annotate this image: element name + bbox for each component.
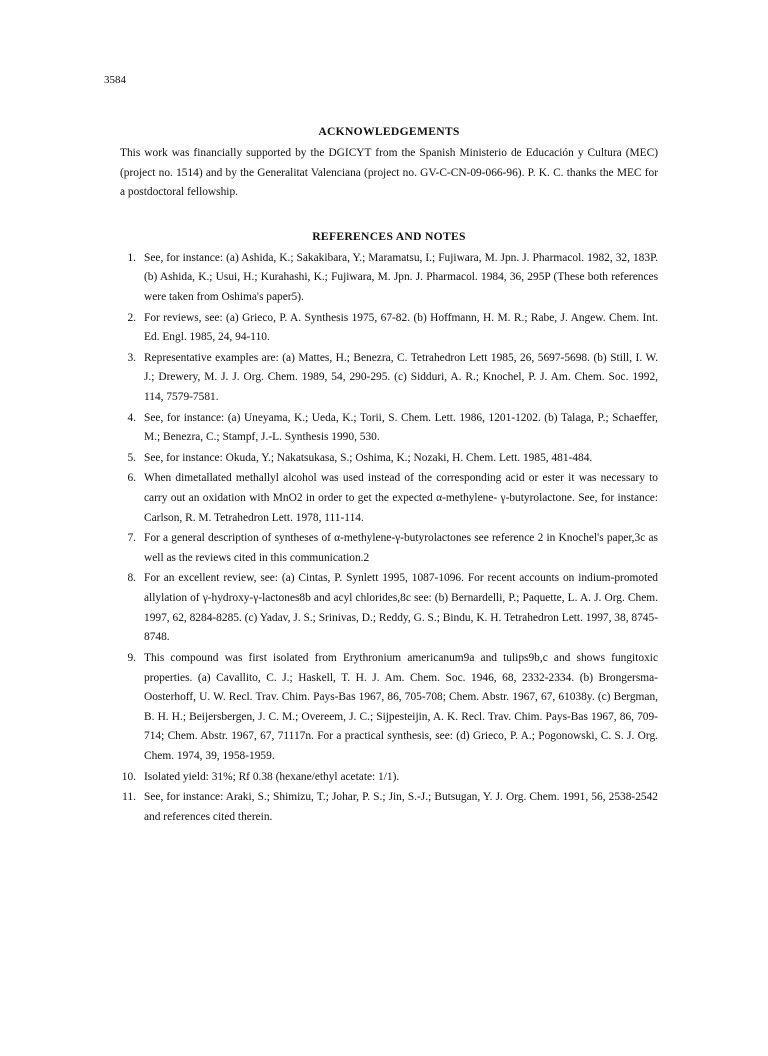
reference-item — [120, 529, 658, 568]
reference-number: 5. — [127, 451, 136, 464]
references-list — [120, 249, 658, 828]
reference-item — [120, 788, 658, 827]
reference-number: 3. — [127, 351, 136, 364]
reference-text: Representative examples are: (a) Mattes, H.; Benezra, C. Tetrahedron Lett 1985, 26, 5697-5698. (b) Still, I. W. J.; Drewery, M. J. J. Org. Chem. 1989, 54, 290-295. (c) Sidduri, A. R.; Knochel, P. J. Am. Chem. Soc. 1992, 114, 7579-7581. — [144, 351, 658, 403]
reference-number: 11. — [122, 791, 136, 804]
reference-item — [120, 649, 658, 767]
reference-item — [120, 768, 658, 788]
reference-number: 10. — [121, 770, 136, 783]
reference-number: 4. — [127, 411, 136, 424]
reference-number: 1. — [127, 251, 136, 264]
reference-number: 9. — [127, 651, 136, 664]
reference-number: 2. — [127, 311, 136, 324]
reference-number: 8. — [127, 572, 136, 585]
reference-item — [120, 349, 658, 408]
acknowledgements-heading: ACKNOWLEDGEMENTS — [318, 125, 460, 138]
reference-text: See, for instance: Araki, S.; Shimizu, T.; Johar, P. S.; Jin, S.-J.; Butsugan, Y. J. Org. Chem. 1991, 56, 2538-2542 and references cited therein. — [144, 791, 658, 823]
reference-number: 6. — [127, 472, 136, 485]
references-heading: REFERENCES AND NOTES — [312, 229, 466, 243]
reference-text: See, for instance: (a) Uneyama, K.; Ueda, K.; Torii, S. Chem. Lett. 1986, 1201-1202. (b) Talaga, P.; Schaeffer, M.; Benezra, C.; Stampf, J.-L. Synthesis 1990, 530. — [144, 411, 658, 444]
reference-number: 7. — [127, 532, 136, 545]
reference-text: For a general description of syntheses of α-methylene-γ-butyrolactones see reference 2 in Knochel's paper,3c as well as the reviews cited in this communication.2 — [144, 532, 658, 564]
reference-item — [120, 249, 658, 308]
page-number: 3584 — [104, 74, 126, 86]
reference-item — [120, 469, 658, 528]
reference-text: When dimetallated methallyl alcohol was used instead of the corresponding acid or ester it was necessary to carry out an oxidation with MnO2 in order to get the expected α-methylene- γ-butyrolactone. See, for instance: Carlson, R. M. Tetrahedron Lett. 1978, 111-114. — [144, 472, 658, 524]
reference-item — [120, 449, 658, 469]
reference-text: For reviews, see: (a) Grieco, P. A. Synthesis 1975, 67-82. (b) Hoffmann, H. M. R.; Rabe, J. Angew. Chem. Int. Ed. Engl. 1985, 24, 94-110. — [144, 311, 658, 344]
reference-text: For an excellent review, see: (a) Cintas, P. Synlett 1995, 1087-1096. For recent accounts on indium-promoted allylation of γ-hydroxy-γ-lactones8b and acyl chlorides,8c see: (b) Bernardelli, P.; Paquette, L. A. J. Org. Chem. 1997, 62, 8284-8285. (c) Yadav, J. S.; Srinivas, D.; Reddy, G. S.; Bindu, K. H. Tetrahedron Lett. 1997, 38, 8745-8748. — [144, 572, 658, 644]
page-content — [120, 122, 658, 828]
reference-text: See, for instance: Okuda, Y.; Nakatsukasa, S.; Oshima, K.; Nozaki, H. Chem. Lett. 1985, 481-484. — [144, 451, 593, 464]
reference-item — [120, 409, 658, 448]
reference-item — [120, 309, 658, 348]
reference-text: Isolated yield: 31%; Rf 0.38 (hexane/ethyl acetate: 1/1). — [144, 770, 400, 783]
reference-text: See, for instance: (a) Ashida, K.; Sakakibara, Y.; Maramatsu, I.; Fujiwara, M. Jpn. J. Pharmacol. 1982, 32, 183P. (b) Ashida, K.; Usui, H.; Kurahashi, K.; Fujiwara, M. Jpn. J. Pharmacol. 1984, 36, 295P (These both references were taken from Oshima's paper5). — [144, 251, 658, 303]
reference-item — [120, 569, 658, 647]
reference-text: This compound was first isolated from Erythronium americanum9a and tulips9b,c and shows fungitoxic properties. (a) Cavallito, C. J.; Haskell, T. H. J. Am. Chem. Soc. 1946, 68, 2332-2334. (b) Brongersma-Oosterhoff, U. W. Recl. Trav. Chim. Pays-Bas 1967, 86, 705-708; Chem. Abstr. 1967, 67, 61038y. (c) Bergman, B. H. H.; Beijersbergen, J. C. M.; Overeem, J. C.; Sijpesteijin, A. K. Recl. Trav. Chim. Pays-Bas 1967, 86, 709-714; Chem. Abstr. 1967, 67, 71117n. For a practical synthesis, see: (d) Grieco, P. A.; Pogonowski, C. S. J. Org. Chem. 1974, 39, 1958-1959. — [144, 651, 658, 762]
acknowledgements-text: This work was financially supported by the DGICYT from the Spanish Ministerio de Educación y Cultura (MEC) (project no. 1514) and by the Generalitat Valenciana (project no. GV-C-CN-09-066-96). P. K. C. thanks the MEC for a postdoctoral fellowship. — [120, 146, 658, 199]
